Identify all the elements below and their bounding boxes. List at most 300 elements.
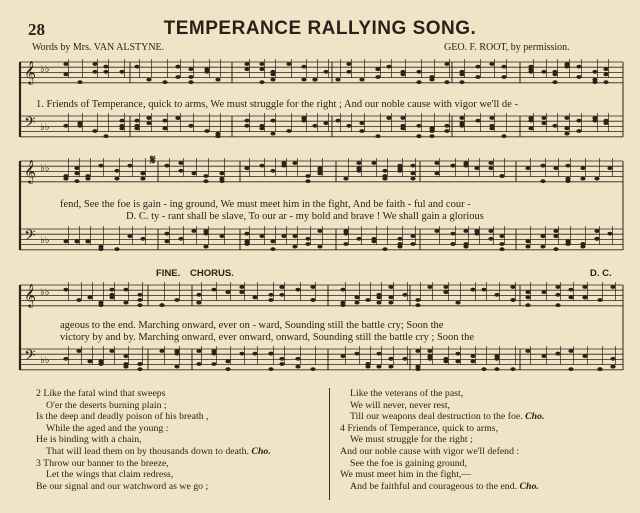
note-head [281, 164, 286, 168]
note-head [74, 172, 79, 176]
note-head [576, 129, 581, 133]
note-head [211, 288, 216, 292]
note-head [301, 65, 306, 69]
note-head [541, 116, 546, 120]
note-head [528, 119, 533, 123]
note-head [219, 179, 224, 183]
verse-text: Let the wings that claim redress, [46, 469, 174, 481]
note-head [576, 119, 581, 123]
note-head [376, 301, 381, 305]
note-head [279, 362, 284, 366]
note-head [164, 232, 169, 236]
note-head [580, 177, 585, 181]
verse-text: We must meet him in the fight,— [340, 469, 472, 481]
column-divider [329, 388, 330, 500]
note-head [204, 67, 209, 71]
note-head [305, 179, 310, 183]
note-head [244, 166, 249, 170]
note-head [455, 360, 460, 364]
note-head [463, 161, 468, 165]
note-head [501, 75, 506, 79]
note-head [354, 301, 359, 305]
treble-clef-icon: 𝄞 [24, 159, 36, 183]
note-head [137, 298, 142, 302]
note-head [455, 352, 460, 356]
system2-lyric-top: fend, See the foe is gain - ing ground, We must meet him in the fight, And be faith - ful and cour - [60, 199, 471, 210]
note-head [63, 288, 68, 292]
note-head [292, 245, 297, 249]
note-head [259, 80, 264, 84]
chorus-cue: Cho. [248, 445, 271, 457]
note-head [244, 119, 249, 123]
verse-text: 4 Friends of Temperance, quick to arms, [340, 422, 499, 434]
note-head [541, 290, 546, 294]
note-head [301, 116, 306, 120]
note-head [317, 169, 322, 173]
verse-text: We must struggle for the right ; [350, 434, 473, 446]
note-head [568, 296, 573, 300]
note-head [564, 65, 569, 69]
note-head [175, 75, 180, 79]
note-head [415, 298, 420, 302]
note-head [98, 303, 103, 307]
note-head [137, 362, 142, 366]
note-head [427, 349, 432, 353]
verse-text: 3 Throw our banner to the breeze, [36, 457, 169, 469]
note-head [610, 285, 615, 289]
verse-line [36, 481, 271, 493]
note-head [279, 357, 284, 361]
note-head [525, 349, 530, 353]
note-head [388, 365, 393, 369]
note-head [510, 298, 515, 302]
note-head [305, 237, 310, 241]
note-head [244, 242, 249, 246]
note-head [268, 298, 273, 302]
note-head [63, 73, 68, 77]
note-head [400, 73, 405, 77]
verse-line [340, 388, 544, 400]
note-head [494, 293, 499, 297]
note-head [582, 354, 587, 358]
note-head [474, 166, 479, 170]
note-head [270, 169, 275, 173]
note-head [541, 121, 546, 125]
note-head [470, 354, 475, 358]
note-head [580, 242, 585, 246]
note-head [268, 352, 273, 356]
note-head [252, 296, 257, 300]
note-head [77, 121, 82, 125]
note-head [92, 129, 97, 133]
note-head [270, 73, 275, 77]
note-head [564, 116, 569, 120]
note-head [215, 132, 220, 136]
note-head [555, 352, 560, 356]
note-head [188, 124, 193, 128]
note-head [188, 67, 193, 71]
verse-text: 2 Like the fatal wind that sweeps [36, 388, 166, 399]
note-head [175, 116, 180, 120]
note-head [123, 288, 128, 292]
note-head [63, 357, 68, 361]
note-head [310, 367, 315, 371]
note-head [127, 234, 132, 238]
note-head [292, 234, 297, 238]
note-head [499, 174, 504, 178]
note-head [459, 70, 464, 74]
note-head [540, 245, 545, 249]
note-head [317, 229, 322, 233]
note-head [203, 174, 208, 178]
note-head [402, 293, 407, 297]
note-head [607, 232, 612, 236]
note-head [63, 124, 68, 128]
note-head [510, 367, 515, 371]
note-head [525, 290, 530, 294]
note-head [444, 80, 449, 84]
note-head [434, 172, 439, 176]
note-head [450, 164, 455, 168]
note-head [382, 169, 387, 173]
note-head [434, 229, 439, 233]
verse-text: Is the deep and deadly poison of his breath , [36, 411, 209, 423]
note-head [568, 349, 573, 353]
note-head [114, 169, 119, 173]
note-head [270, 132, 275, 136]
note-head [603, 73, 608, 77]
verse-text: Till our weapons deal destruction to the foe. [350, 411, 523, 423]
note-head [415, 303, 420, 307]
note-head [178, 161, 183, 165]
note-head [540, 179, 545, 183]
note-head [103, 70, 108, 74]
note-head [340, 354, 345, 358]
note-head [388, 357, 393, 361]
note-head [397, 245, 402, 249]
system2-lyric-dc: D. C. ty - rant shall be slave, To our ar - my bold and brave ! We shall gain a glorious [126, 211, 484, 222]
note-head [270, 240, 275, 244]
note-head [354, 296, 359, 300]
note-head [74, 166, 79, 170]
note-head [178, 237, 183, 241]
note-head [386, 116, 391, 120]
note-head [123, 354, 128, 358]
note-head [459, 124, 464, 128]
note-head [429, 78, 434, 82]
note-head [376, 352, 381, 356]
note-head [481, 288, 486, 292]
note-head [244, 232, 249, 236]
note-head [343, 242, 348, 246]
note-head [174, 298, 179, 302]
song-title: TEMPERANCE RALLYING SONG. [163, 18, 477, 39]
note-head [119, 119, 124, 123]
note-head [225, 290, 230, 294]
note-head [196, 362, 201, 366]
note-head [410, 164, 415, 168]
note-head [162, 126, 167, 130]
note-head [525, 166, 530, 170]
note-head [188, 80, 193, 84]
note-head [146, 121, 151, 125]
note-head [553, 166, 558, 170]
note-head [203, 229, 208, 233]
verses-right-column [340, 388, 544, 492]
note-head [568, 367, 573, 371]
note-head [475, 75, 480, 79]
note-head [470, 360, 475, 364]
note-head [211, 362, 216, 366]
note-head [74, 179, 79, 183]
note-head [444, 62, 449, 66]
segno-mark: 𝄋 [150, 152, 156, 167]
note-head [501, 134, 506, 138]
flat-icon: ♭♭ [40, 64, 50, 75]
note-head [594, 237, 599, 241]
note-head [356, 161, 361, 165]
note-head [416, 134, 421, 138]
note-head [270, 78, 275, 82]
note-head [137, 293, 142, 297]
note-head [175, 65, 180, 69]
note-head [525, 296, 530, 300]
note-head [382, 177, 387, 181]
verse-text: He is binding with a chain, [36, 434, 142, 446]
note-head [76, 298, 81, 302]
note-head [552, 124, 557, 128]
note-head [488, 229, 493, 233]
note-head [312, 124, 317, 128]
note-head [244, 67, 249, 71]
flat-icon: ♭♭ [40, 163, 50, 174]
note-head [98, 164, 103, 168]
chorus-mark: CHORUS. [190, 268, 234, 279]
note-head [215, 78, 220, 82]
verse-text: And be faithful and courageous to the end. [350, 480, 518, 492]
note-head [295, 365, 300, 369]
note-head [119, 70, 124, 74]
verse-line [36, 469, 271, 481]
note-head [416, 70, 421, 74]
note-head [77, 80, 82, 84]
note-head [174, 352, 179, 356]
note-head [286, 129, 291, 133]
note-head [295, 288, 300, 292]
note-head [555, 293, 560, 297]
note-head [488, 161, 493, 165]
note-head [127, 164, 132, 168]
note-head [375, 67, 380, 71]
note-head [310, 285, 315, 289]
note-head [270, 247, 275, 251]
note-head [239, 290, 244, 294]
note-head [434, 161, 439, 165]
note-head [305, 174, 310, 178]
note-head [317, 245, 322, 249]
note-head [252, 352, 257, 356]
note-head [76, 349, 81, 353]
verse-text: And our noble cause with vigor we'll defend : [340, 445, 520, 457]
note-head [610, 365, 615, 369]
note-head [576, 75, 581, 79]
note-head [592, 78, 597, 82]
note-head [410, 242, 415, 246]
note-head [87, 360, 92, 364]
note-head [386, 65, 391, 69]
note-head [597, 367, 602, 371]
note-head [603, 119, 608, 123]
note-head [295, 357, 300, 361]
system3-lyric-top: ageous to the end. Marching onward, ever on - ward, Sounding still the battle cry; Soon the [60, 320, 444, 331]
verse-line [340, 411, 544, 423]
note-head [397, 169, 402, 173]
note-head [565, 240, 570, 244]
note-head [371, 240, 376, 244]
note-head [455, 301, 460, 305]
note-head [356, 166, 361, 170]
note-head [499, 242, 504, 246]
note-head [510, 285, 515, 289]
verse-line [340, 434, 544, 446]
note-head [301, 78, 306, 82]
music-credit: GEO. F. ROOT, by permission. [444, 42, 570, 53]
note-head [410, 177, 415, 181]
note-head [388, 285, 393, 289]
note-head [196, 301, 201, 305]
note-head [159, 349, 164, 353]
page-number: 28 [28, 20, 45, 39]
note-head [279, 285, 284, 289]
note-head [475, 65, 480, 69]
verse-line [340, 400, 544, 412]
note-head [552, 80, 557, 84]
note-head [343, 229, 348, 233]
note-head [219, 234, 224, 238]
note-head [429, 134, 434, 138]
note-head [119, 126, 124, 130]
note-head [540, 164, 545, 168]
note-head [388, 301, 393, 305]
note-head [137, 367, 142, 371]
note-head [109, 349, 114, 353]
note-head [594, 229, 599, 233]
note-head [323, 70, 328, 74]
note-head [415, 349, 420, 353]
flat-icon: ♭♭ [40, 122, 50, 133]
note-head [292, 161, 297, 165]
note-head [203, 179, 208, 183]
note-head [63, 174, 68, 178]
note-head [463, 242, 468, 246]
note-head [109, 288, 114, 292]
note-head [196, 349, 201, 353]
note-head [103, 65, 108, 69]
verse-text: O'er the deserts burning plain ; [46, 399, 167, 411]
verse-line [36, 434, 271, 446]
note-head [459, 116, 464, 120]
note-head [553, 247, 558, 251]
note-head [597, 298, 602, 302]
note-head [340, 301, 345, 305]
note-head [63, 240, 68, 244]
note-head [137, 303, 142, 307]
note-head [164, 240, 169, 244]
note-head [388, 296, 393, 300]
note-head [359, 78, 364, 82]
note-head [211, 352, 216, 356]
note-head [259, 67, 264, 71]
note-head [501, 65, 506, 69]
note-head [481, 367, 486, 371]
note-head [402, 357, 407, 361]
note-head [376, 365, 381, 369]
note-head [359, 121, 364, 125]
note-head [259, 124, 264, 128]
note-head [552, 73, 557, 77]
note-head [371, 161, 376, 165]
note-head [376, 293, 381, 297]
note-head [346, 70, 351, 74]
note-head [594, 177, 599, 181]
note-head [459, 80, 464, 84]
note-head [450, 232, 455, 236]
note-head [123, 362, 128, 366]
note-head [140, 177, 145, 181]
note-head [525, 303, 530, 307]
note-head [219, 172, 224, 176]
note-head [528, 70, 533, 74]
note-head [359, 129, 364, 133]
note-head [140, 172, 145, 176]
note-head [429, 129, 434, 133]
note-head [365, 362, 370, 366]
note-head [114, 247, 119, 251]
note-head [159, 303, 164, 307]
flat-icon: ♭♭ [40, 235, 50, 246]
note-head [443, 290, 448, 294]
note-head [555, 303, 560, 307]
note-head [603, 67, 608, 71]
verse-line [36, 446, 271, 458]
note-head [607, 166, 612, 170]
note-head [540, 234, 545, 238]
note-head [565, 164, 570, 168]
treble-clef-icon: 𝄞 [24, 60, 36, 84]
verse-text: Be our signal and our watchword as we go ; [36, 480, 209, 492]
note-head [568, 288, 573, 292]
note-head [270, 119, 275, 123]
note-head [356, 237, 361, 241]
note-head [582, 296, 587, 300]
note-head [239, 352, 244, 356]
note-head [203, 245, 208, 249]
note-head [576, 65, 581, 69]
verse-text: We will never, never rest, [350, 399, 451, 411]
note-head [335, 119, 340, 123]
note-head [164, 164, 169, 168]
note-head [87, 296, 92, 300]
note-head [178, 169, 183, 173]
note-head [400, 116, 405, 120]
note-head [397, 237, 402, 241]
note-head [85, 174, 90, 178]
note-head [140, 237, 145, 241]
note-head [494, 367, 499, 371]
note-head [488, 237, 493, 241]
note-head [134, 119, 139, 123]
note-head [225, 360, 230, 364]
